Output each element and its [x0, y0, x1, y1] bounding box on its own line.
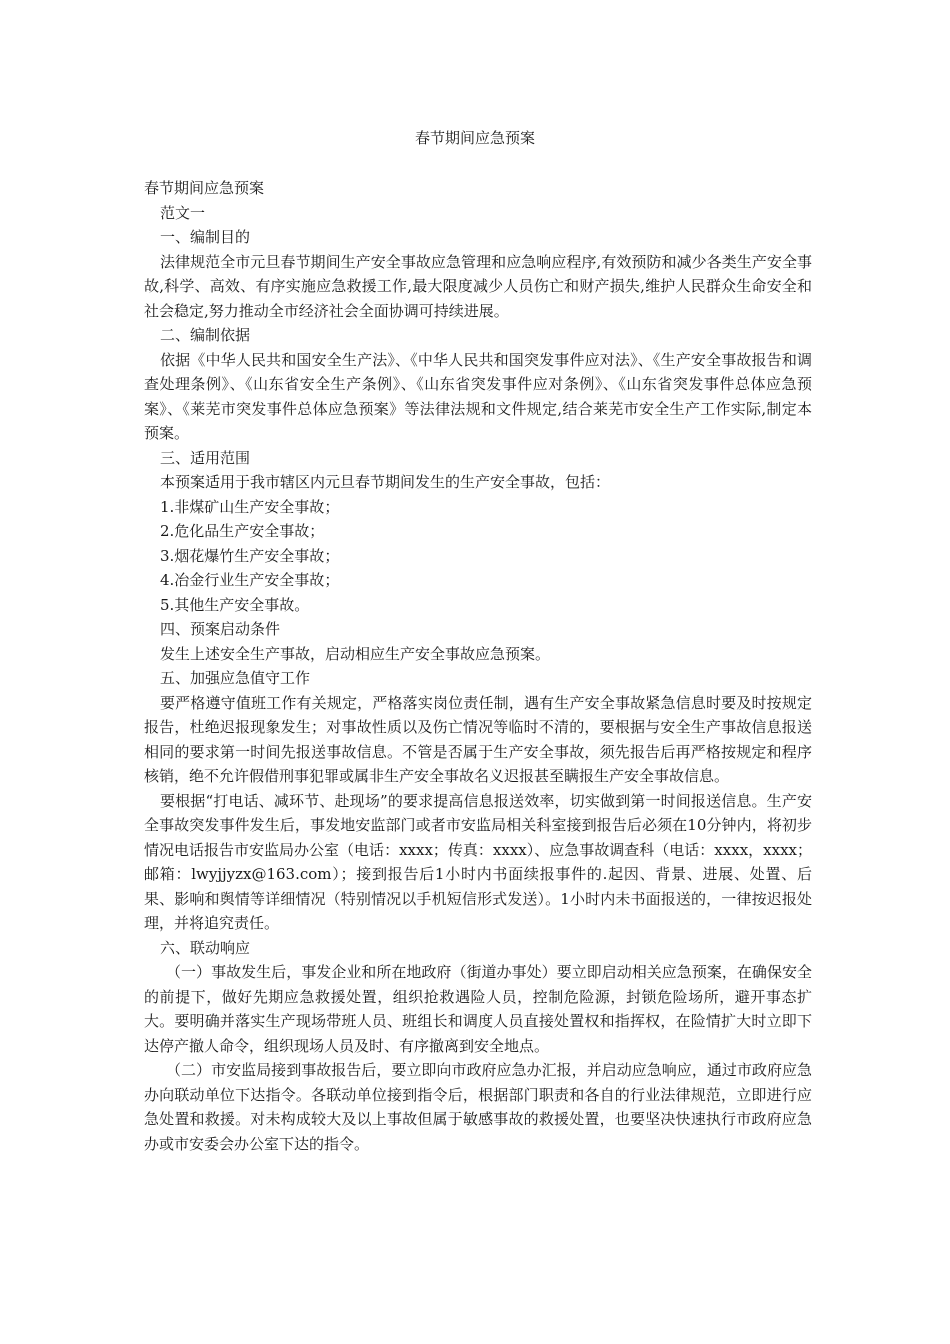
paragraph: 法律规范全市元旦春节期间生产安全事故应急管理和应急响应程序,有效预防和减少各类生产安全事故,科学、高效、有序实施应急救援工作,最大限度减少人员伤亡和财产损失,维护人民群众生命安全和社会稳定,努力推动全市经济社会全面协调可持续进展。 — [144, 252, 812, 320]
document-subtitle: 春节期间应急预案 — [144, 179, 265, 197]
paragraph: 要根据“打电话、减环节、赴现场”的要求提高信息报送效率，切实做到第一时间报送信息。生产安全事故突发事件发生后，事发地安监部门或者市安监局相关科室接到报告后必须在10分钟内，将初步情况电话报告市安监局办公室（电话：xxxx；传真：xxxx）、应急事故调查科（电话：xxxx，xxxx；邮箱：lwyjjyzx@163.com）；接到报告后1小时内书面续报事件的.起因、背景、进展、处置、后果、影响和舆情等详细情况（特别情况以手机短信形式发送）。1小时内未书面报送的，一律按迟报处理，并将追究责任。 — [144, 791, 812, 932]
paragraph: 2.危化品生产安全事故； — [160, 522, 325, 540]
paragraph: （二）市安监局接到事故报告后，要立即向市政府应急办汇报，并启动应急响应，通过市政府应急办向联动单位下达指令。各联动单位接到指令后，根据部门职责和各自的行业法律规范，立即进行应急处置和救援。对未构成较大及以上事故但属于敏感事故的救援处置，也要坚决快速执行市政府应急办或市安委会办公室下达的指令。 — [144, 1061, 812, 1153]
paragraph: 5.其他生产安全事故。 — [160, 595, 310, 614]
paragraph: 五、加强应急值守工作 — [160, 669, 311, 687]
paragraph: 要严格遵守值班工作有关规定，严格落实岗位责任制，遇有生产安全事故紧急信息时要及时按规定报告，杜绝迟报现象发生；对事故性质以及伤亡情况等临时不清的，要根据与安全生产事故信息报送相同的要求第一时间先报送事故信息。不管是否属于生产安全事故，须先报告后再严格按规定和程序核销，绝不允许假借刑事犯罪或属非生产安全事故名义迟报甚至瞒报生产安全事故信息。 — [144, 693, 812, 785]
paragraph: 三、适用范围 — [160, 448, 251, 467]
paragraph: 一、编制目的 — [160, 228, 251, 246]
paragraph: 4.冶金行业生产安全事故； — [160, 571, 340, 589]
paragraph: 二、编制依据 — [160, 326, 251, 344]
paragraph: 发生上述安全生产事故，启动相应生产安全事故应急预案。 — [160, 644, 551, 663]
paragraph: 四、预案启动条件 — [160, 620, 281, 638]
document-title: 春节期间应急预案 — [414, 129, 535, 147]
paragraph: 六、联动响应 — [160, 938, 251, 957]
document-body — [144, 176, 812, 1156]
paragraph: 本预案适用于我市辖区内元旦春节期间发生的生产安全事故，包括： — [160, 473, 611, 491]
paragraph: （一）事故发生后，事发企业和所在地政府（街道办事处）要立即启动相关应急预案，在确保安全的前提下，做好先期应急救援处置，组织抢救遇险人员，控制危险源，封锁危险场所，避开事态扩大。要明确并落实生产现场带班人员、班组长和调度人员直接处置权和指挥权，在险情扩大时立即下达停产撤人命令，组织现场人员及时、有序撤离到安全地点。 — [144, 963, 812, 1055]
paragraph: 依据《中华人民共和国安全生产法》、《中华人民共和国突发事件应对法》、《生产安全事故报告和调查处理条例》、《山东省安全生产条例》、《山东省突发事件应对条例》、《山东省突发事件总体应急预案》、《莱芜市突发事件总体应急预案》等法律法规和文件规定,结合莱芜市安全生产工作实际,制定本预案。 — [144, 350, 812, 442]
paragraph: 范文一 — [160, 203, 206, 222]
paragraph: 3.烟花爆竹生产安全事故； — [160, 546, 340, 565]
paragraph: 1.非煤矿山生产安全事故； — [160, 497, 340, 516]
